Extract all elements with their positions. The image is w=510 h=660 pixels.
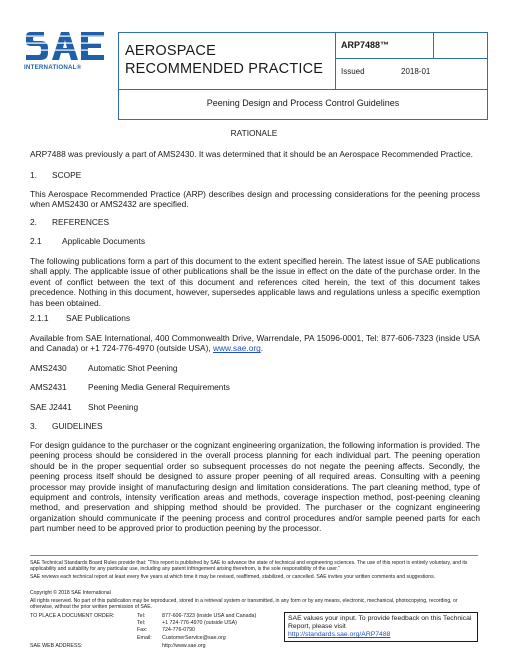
reference-title: Peening Media General Requirements bbox=[88, 382, 230, 392]
issued-box bbox=[335, 59, 488, 90]
contact-value[interactable]: CustomerService@sae.org bbox=[162, 634, 226, 641]
section-number: 3. bbox=[30, 421, 37, 431]
footer-rights: All rights reserved. No part of this publication may be reproduced, stored in a retrieval system or transmitted, in any form or by any means, electronic, mechanical, photocopying, recording, or otherwise, without the prior written permission of SAE. bbox=[30, 598, 458, 611]
feedback-box bbox=[284, 612, 478, 642]
contact-value: 724-776-0790 bbox=[162, 627, 195, 634]
reference-title: Automatic Shot Peening bbox=[88, 363, 178, 373]
sae-logo-icon bbox=[24, 28, 106, 64]
footer-copyright: Copyright © 2018 SAE International bbox=[30, 590, 111, 596]
feedback-link[interactable]: http://standards.sae.org/ARP7488 bbox=[288, 631, 391, 638]
sae-website-link[interactable]: www.sae.org bbox=[212, 343, 261, 354]
order-label: TO PLACE A DOCUMENT ORDER: bbox=[30, 613, 115, 619]
web-address-label: SAE WEB ADDRESS: bbox=[30, 643, 83, 649]
section-title: SCOPE bbox=[52, 170, 82, 180]
contact-label: Tel: bbox=[137, 613, 146, 619]
scope-text: This Aerospace Recommended Practice (ARP) describes design and processing considerations for the peening process when AMS2430 or AMS2432 are specified. bbox=[30, 189, 480, 210]
sae-publications-text bbox=[30, 333, 480, 354]
reference-code: AMS2431 bbox=[30, 382, 67, 392]
reference-item bbox=[30, 402, 478, 412]
section-number: 2. bbox=[30, 217, 37, 227]
document-number-box bbox=[335, 32, 434, 59]
rationale-text: ARP7488 was previously a part of AMS2430. It was determined that it should be an Aerospace Recommended Practice. bbox=[30, 149, 473, 159]
document-number: ARP7488™ bbox=[341, 40, 390, 50]
contact-value: +1 724-776-4970 (outside USA) bbox=[162, 620, 237, 627]
section-applicable-heading bbox=[30, 236, 478, 246]
revision-box bbox=[434, 32, 488, 59]
footer-notice-rules: SAE Technical Standards Board Rules provide that: “This report is published by SAE to advance the state of technical and engineering sciences. The use of this report is entirely voluntary, and its applicability and suitability for any particular use, including any patent infringement arising therefrom, is the sole responsibility of the user.” bbox=[30, 560, 468, 573]
sae-logo bbox=[24, 28, 106, 76]
order-contact-labels bbox=[137, 613, 161, 642]
section-guidelines-heading bbox=[30, 421, 478, 431]
document-type-title: AEROSPACE RECOMMENDED PRACTICE bbox=[125, 43, 324, 77]
document-subject: Peening Design and Process Control Guidelines bbox=[206, 98, 400, 108]
issued-date: 2018-01 bbox=[401, 67, 431, 76]
section-number: 2.1 bbox=[30, 236, 42, 246]
sentence-end: . bbox=[260, 343, 264, 354]
sae-publications-body: Available from SAE International, 400 Commonwealth Drive, Warrendale, PA 15096-0001, Tel: 877-606-7323 (inside USA and Canada) or +1 724-776-4970 (outside USA), bbox=[30, 333, 480, 354]
issued-label: Issued bbox=[341, 67, 365, 76]
guidelines-text: For design guidance to the purchaser or the cognizant engineering organization, the following information is provided. The peening process should be considered in the overall process planning for each individual part. The peening operation should be in the proper sequential order so subsequent processes do not negate the peening affects. Secondly, the peening process itself should be designed to assure proper peening of all required areas. Consulting with a peening processor may provide insight of manufacturing design and limitation considerations. The part cleaning method, type of equipment and controls, intensity verification areas and methods, coverage inspection method, post-peening cleaning method, and preservation and shipping method should be provided. The purchaser or the cognizant engineering organization should communicate if the peening process and control procedures and/or sample peened parts for each part number need to be approved prior to production peening by the processor. bbox=[30, 440, 480, 534]
section-title: SAE Publications bbox=[66, 313, 131, 323]
reference-code: AMS2430 bbox=[30, 363, 67, 373]
contact-label: Email: bbox=[137, 634, 152, 641]
reference-title: Shot Peening bbox=[88, 402, 139, 412]
section-number: 1. bbox=[30, 170, 37, 180]
rationale-heading: RATIONALE bbox=[230, 128, 278, 138]
section-title: REFERENCES bbox=[52, 217, 110, 227]
contact-label: Fax: bbox=[137, 627, 148, 634]
reference-code: SAE J2441 bbox=[30, 402, 72, 412]
contact-label: Tel: bbox=[137, 620, 146, 627]
document-type-box bbox=[118, 32, 335, 90]
logo-subtext: INTERNATIONAL® bbox=[24, 64, 82, 71]
order-contact-values bbox=[162, 613, 280, 642]
section-sae-publications-heading bbox=[30, 313, 478, 323]
reference-item bbox=[30, 382, 478, 392]
section-scope-heading bbox=[30, 170, 478, 180]
footer-divider bbox=[30, 555, 478, 556]
reference-item bbox=[30, 363, 478, 373]
subject-box bbox=[118, 90, 488, 120]
section-number: 2.1.1 bbox=[30, 313, 49, 323]
section-title: GUIDELINES bbox=[52, 421, 103, 431]
section-title: Applicable Documents bbox=[62, 236, 146, 246]
applicable-text: The following publications form a part of this document to the extent specified herein. The latest issue of SAE publications shall apply. The applicable issue of other publications shall be the issue in effect on the date of the purchase order. In the event of conflict between the text of this document and references cited herein, the text of this document takes precedence. Nothing in this document, however, supersedes applicable laws and regulations unless a specific exemption has been obtained. bbox=[30, 256, 480, 308]
feedback-text: SAE values your input. To provide feedback on this Technical Report, please visit bbox=[288, 615, 472, 630]
footer-notice-review: SAE reviews each technical report at least every five years at which time it may be revised, reaffirmed, stabilized, or cancelled. SAE invites your written comments and suggestions. bbox=[30, 574, 436, 580]
web-address-value[interactable]: http://www.sae.org bbox=[162, 643, 206, 649]
contact-value: 877-606-7323 (inside USA and Canada) bbox=[162, 613, 257, 619]
section-references-heading bbox=[30, 217, 478, 227]
